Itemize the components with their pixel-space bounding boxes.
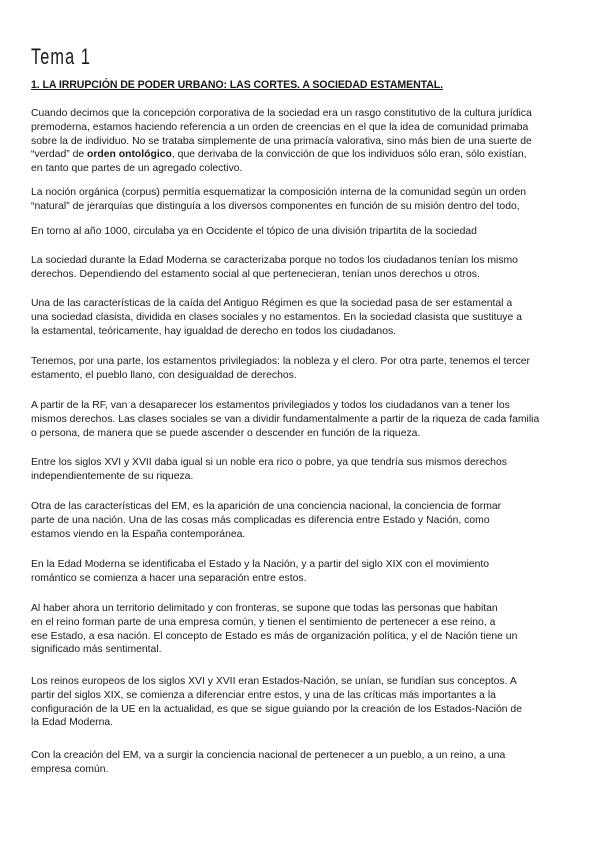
paragraph-5 [31,297,576,338]
paragraph-line: configuración de la UE en la actualidad, es que se sigue guiando por la creación de los Estados-Nación de [31,703,522,715]
paragraph-line: la Edad Moderna. [31,717,114,729]
paragraph-line: estamos viendo en la España contemporánea. [31,528,246,540]
paragraph-8 [31,456,576,484]
paragraph-line: empresa común. [31,763,109,775]
paragraph-3 [31,225,576,239]
paragraph-line: En torno al año 1000, circulaba ya en Occidente el tópico de una división tripartita de la sociedad [31,226,477,237]
paragraph-line: A partir de la RF, van a desaparecer los estamentos privilegiados y todos los ciudadanos van a tener los [31,400,510,411]
paragraph-line: una sociedad clasista, dividida en clases sociales y no estamentos. En la sociedad clasista que sustituye a [31,311,522,323]
paragraph-line: independientemente de su riqueza. [31,470,194,482]
bold-term: orden ontológico [87,149,172,161]
paragraph-10 [31,558,576,586]
paragraph-13 [31,749,576,777]
text-fragment: , que derivaba de la convicción de que los individuos sólo eran, sólo existían, [171,149,527,161]
paragraph-line: Entre los siglos XVI y XVII daba igual si un noble era rico o pobre, ya que tendría sus mismos derechos [31,457,507,468]
paragraph-line [31,148,576,162]
paragraph-line: parte de una nación. Una de las cosas más complicadas es diferencia entre Estado y Nación, como [31,514,490,526]
paragraph-line: En la Edad Moderna se identificaba el Estado y la Nación, y a partir del siglo XIX con el movimiento [31,559,490,570]
paragraph-line: romántico se comienza a hacer una separación entre estos. [31,572,307,584]
text-fragment: “verdad” de [31,149,88,161]
paragraph-line: la estamental, teóricamente, hay igualdad de derecho en todos los ciudadanos. [31,325,397,337]
paragraph-6 [31,355,576,383]
paragraph-line: Al haber ahora un territorio delimitado y con fronteras, se supone que todas las personas que habitan [31,603,498,614]
paragraph-line: Tenemos, por una parte, los estamentos privilegiados: la nobleza y el clero. Por otra parte, tenemos el tercer [31,356,531,367]
paragraph-line: partir del siglos XIX, se comienza a diferenciar entre estos, y una de las críticas más importantes a la [31,689,496,701]
paragraph-line: “natural” de jerarquías que distinguía a los diversos componentes en función de su misión dentro del todo, [31,200,520,212]
paragraph-line: premoderna, estamos haciendo referencia a un orden de creencias en el que la idea de comunidad primaba [31,121,529,133]
paragraph-4 [31,254,576,282]
paragraph-9 [31,500,576,541]
paragraph-line: derechos. Dependiendo del estamento social al que pertenecieran, tenían unos derechos u otros. [31,268,480,280]
paragraph-12 [31,675,576,730]
paragraph-line: La sociedad durante la Edad Moderna se caracterizaba porque no todos los ciudadanos tenían los mismo [31,255,518,266]
page-title: Tema 1 [31,44,92,69]
paragraph-11 [31,602,576,657]
paragraph-2 [31,186,576,214]
paragraph-7 [31,399,576,440]
paragraph-line: significado más sentimental. [31,644,162,656]
paragraph-1 [31,107,576,176]
paragraph-line: Con la creación del EM, va a surgir la conciencia nacional de pertenecer a un pueblo, a un reino, a una [31,750,506,761]
paragraph-line: Cuando decimos que la concepción corporativa de la sociedad era un rasgo constitutivo de la cultura jurídica [31,108,532,119]
paragraph-line: o persona, de manera que se puede ascender o descender en función de la riqueza. [31,427,421,439]
paragraph-line: La noción orgánica (corpus) permitía esquematizar la composición interna de la comunidad según un orden [31,187,526,198]
paragraph-line: Otra de las características del EM, es la aparición de una conciencia nacional, la conciencia de formar [31,501,502,512]
paragraph-line: en el reino forman parte de una empresa común, y tienen el sentimiento de pertenecer a ese reino, a [31,616,496,628]
paragraph-line: en tanto que partes de un agregado colectivo. [31,163,243,175]
paragraph-line: estamento, el pueblo llano, con desigualdad de derechos. [31,369,297,381]
paragraph-line: mismos derechos. Las clases sociales se van a dividir fundamentalmente a partir de la riqueza de cada familia [31,413,540,425]
paragraph-line: Los reinos europeos de los siglos XVI y XVII eran Estados-Nación, se unían, se fundían sus conceptos. A [31,676,517,687]
section-heading: 1. LA IRRUPCIÓN DE PODER URBANO: LAS CORTES. A SOCIEDAD ESTAMENTAL. [31,79,443,91]
paragraph-line: Una de las características de la caída del Antiguo Régimen es que la sociedad pasa de ser estamental a [31,298,513,309]
paragraph-line: sobre la de individuo. No se trataba simplemente de una primacía valorativa, sino más bien de una suerte de [31,135,532,147]
paragraph-line: ese Estado, a esa nación. El concepto de Estado es más de organización política, y el de Nación tiene un [31,630,518,642]
